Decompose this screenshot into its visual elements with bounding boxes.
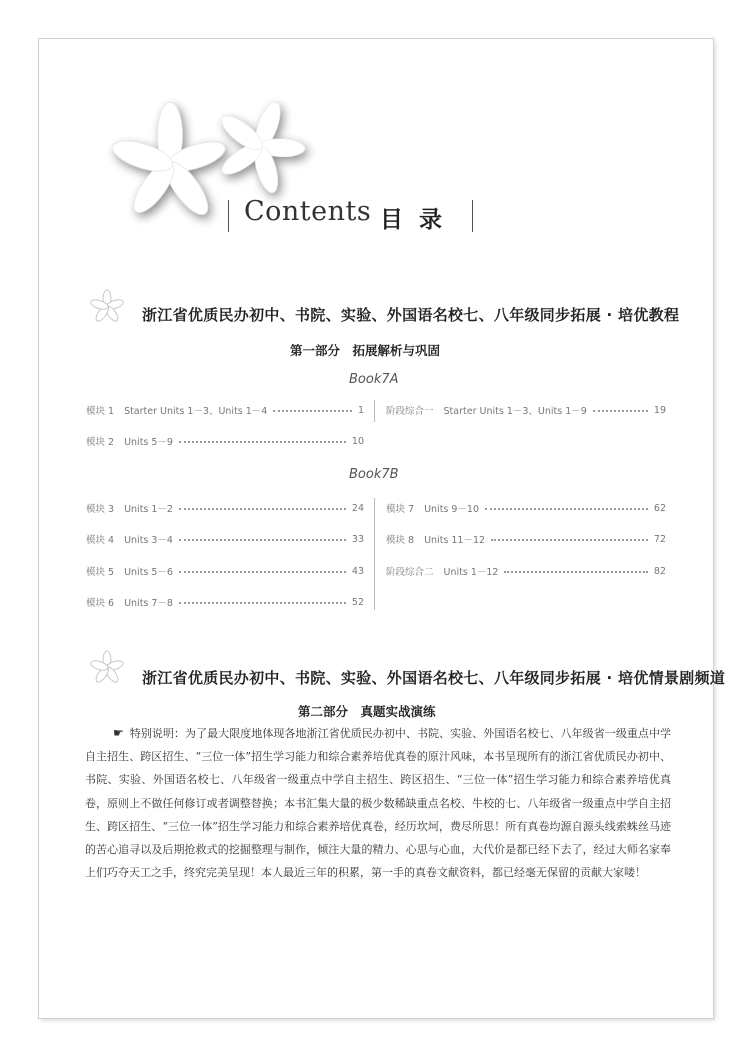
toc-entry[interactable]: [386, 563, 666, 579]
leader-dots: [504, 571, 647, 573]
leader-dots: [179, 571, 346, 573]
entry-units: Units 1－12: [443, 567, 499, 578]
toc-entry[interactable]: [86, 402, 364, 418]
toc-entry[interactable]: [86, 531, 364, 547]
entry-label: 模块 3: [86, 504, 115, 515]
entry-page: 62: [653, 502, 666, 514]
toc-entry[interactable]: [86, 433, 364, 449]
entry-units: Units 7－8: [124, 598, 173, 609]
toc-entry[interactable]: [86, 500, 364, 516]
leader-dots: [273, 410, 352, 412]
part1-section-title: 浙江省优质民办初中、书院、实验、外国语名校七、八年级同步拓展 · 培优教程: [142, 306, 680, 324]
entry-label: 模块 2: [86, 437, 115, 448]
title-right-bar: [472, 200, 473, 232]
entry-units: Units 3－4: [124, 535, 173, 546]
entry-units: Units 5－6: [124, 567, 173, 578]
entry-page: 24: [351, 502, 364, 514]
entry-units: Units 9－10: [424, 504, 480, 515]
entry-page: 1: [357, 404, 364, 416]
part1-subtitle: 第一部分 拓展解析与巩固: [290, 343, 441, 358]
small-flower-icon: [88, 289, 126, 325]
title-left-bar: [228, 200, 229, 232]
part2-subtitle: 第二部分 真题实战演练: [298, 704, 436, 719]
entry-units: Units 5－9: [124, 437, 173, 448]
entry-label: 模块 4: [86, 535, 115, 546]
toc-entry[interactable]: [386, 531, 666, 547]
note-text: 特别说明：为了最大限度地体现各地浙江省优质民办初中、书院、实验、外国语名校七、八年级省一级重点中学自主招生、跨区招生、“三位一体”招生学习能力和综合素养培优真卷的原汁风味，本书呈现所有的浙江省优质民办初中、书院、实验、外国语名校七、八年级省一级重点中学自主招生、跨区招生、“三位一体”招生学习能力和综合素养培优真卷，原则上不做任何修订或者调整替换；本书汇集大量的极少数稀缺重点名校、牛校的七、八年级省一级重点中学自主招生、跨区招生、“三位一体”招生学习能力和综合素养培优真卷，经历坎坷，费尽所思！所有真卷均源自源头线索蛛丝马迹的苦心追寻以及后期抢救式的挖掘整理与制作，倾注大量的精力、心思与心血，大代价是都已经下去了，经过大师名家奉上们巧夺天工之手，终究完美呈现！本人最近三年的积累，第一手的真卷文献资料，都已经毫无保留的贡献大家喽！: [85, 727, 671, 880]
leader-dots: [179, 441, 346, 443]
title-chinese: 目 录: [380, 207, 447, 233]
entry-page: 10: [351, 435, 364, 447]
leader-dots: [485, 508, 648, 510]
entry-units: Starter Units 1－3、Units 1－4: [124, 406, 268, 417]
entry-label: 模块 1: [86, 406, 115, 417]
leader-dots: [491, 539, 648, 541]
entry-units: Units 11－12: [424, 535, 486, 546]
entry-label: 模块 5: [86, 567, 115, 578]
column-divider: [374, 498, 375, 610]
toc-entry[interactable]: [86, 594, 364, 610]
leader-dots: [593, 410, 648, 412]
entry-page: 19: [653, 404, 666, 416]
entry-label: 模块 7: [386, 504, 415, 515]
column-divider: [374, 400, 375, 422]
leader-dots: [179, 539, 346, 541]
pointing-hand-icon: ☛: [113, 726, 124, 740]
book7a-label: Book7A: [349, 372, 399, 387]
entry-page: 33: [351, 533, 364, 545]
entry-units: Starter Units 1－3、Units 1－9: [443, 406, 587, 417]
entry-units: Units 1－2: [124, 504, 173, 515]
contents-title: [228, 198, 474, 234]
small-flower-icon: [88, 650, 126, 686]
part2-section-title: 浙江省优质民办初中、书院、实验、外国语名校七、八年级同步拓展 · 培优情景剧频道: [142, 669, 726, 687]
special-note: [85, 722, 671, 884]
leader-dots: [179, 602, 346, 604]
entry-page: 82: [653, 565, 666, 577]
entry-page: 43: [351, 565, 364, 577]
title-english: Contents: [244, 196, 372, 227]
leader-dots: [179, 508, 346, 510]
book7b-label: Book7B: [349, 467, 399, 482]
entry-label: 阶段综合二: [386, 567, 434, 578]
entry-label: 模块 6: [86, 598, 115, 609]
entry-page: 52: [351, 596, 364, 608]
entry-label: 阶段综合一: [386, 406, 434, 417]
toc-entry[interactable]: [86, 563, 364, 579]
entry-label: 模块 8: [386, 535, 415, 546]
toc-entry[interactable]: [386, 402, 666, 418]
entry-page: 72: [653, 533, 666, 545]
toc-entry[interactable]: [386, 500, 666, 516]
